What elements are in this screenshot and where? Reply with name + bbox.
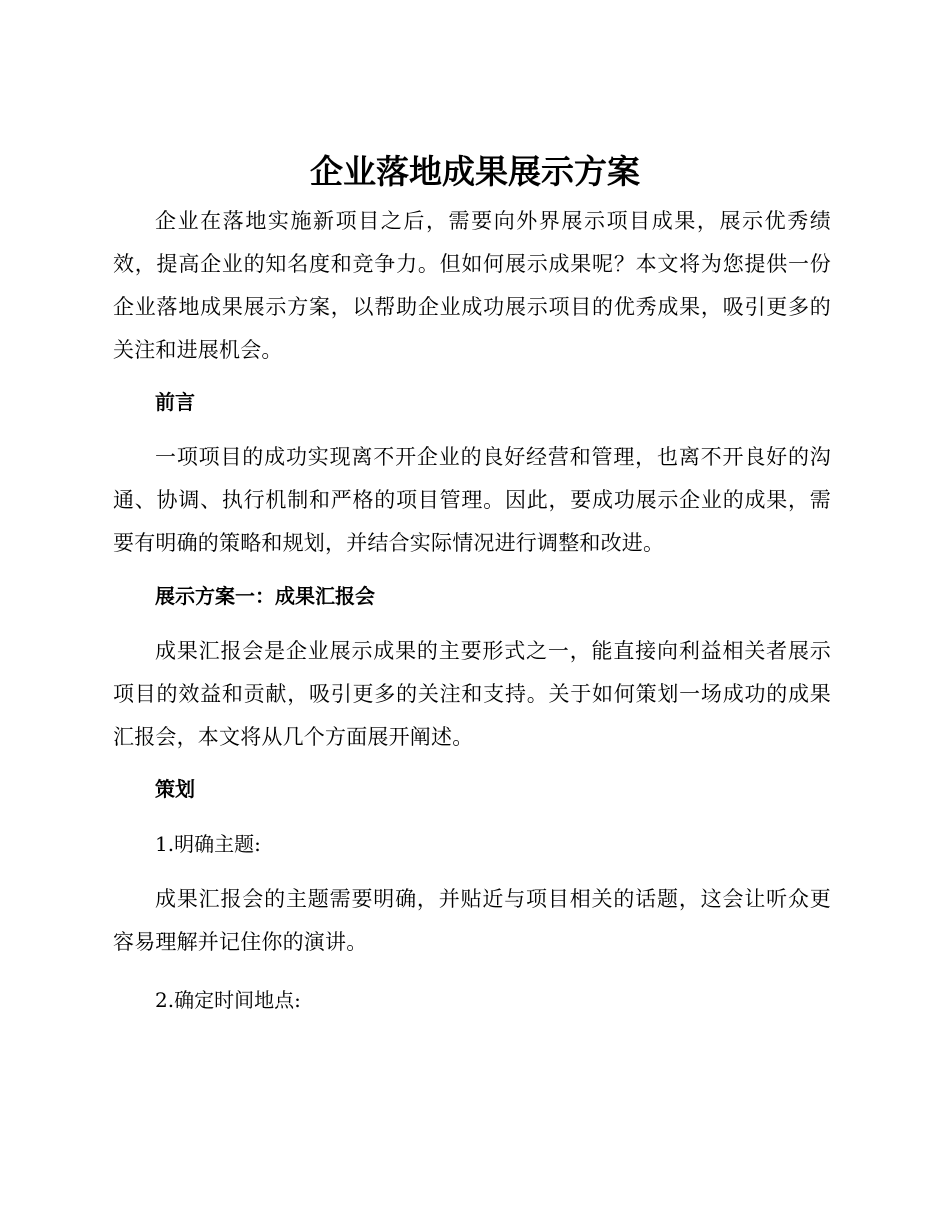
intro-paragraph: 企业在落地实施新项目之后，需要向外界展示项目成果，展示优秀绩效，提高企业的知名度和竞争力。但如何展示成果呢？本文将为您提供一份企业落地成果展示方案，以帮助企业成功展示项目的优秀成果，吸引更多的关注和进展机会。 [113,209,831,362]
list-item-label: 2.确定时间地点: [155,988,301,1012]
section-heading-planning: 策划 [155,777,195,801]
section-heading-plan-one: 展示方案一：成果汇报会 [155,584,375,608]
list-item-paragraph: 成果汇报会的主题需要明确，并贴近与项目相关的话题，这会让听众更容易理解并记住你的演讲。 [113,887,831,954]
preface-paragraph: 一项项目的成功实现离不开企业的良好经营和管理，也离不开良好的沟通、协调、执行机制和严格的项目管理。因此，要成功展示企业的成果，需要有明确的策略和规划，并结合实际情况进行调整和改进。 [113,445,831,555]
plan-one-paragraph: 成果汇报会是企业展示成果的主要形式之一，能直接向利益相关者展示项目的效益和贡献，吸引更多的关注和支持。关于如何策划一场成功的成果汇报会，本文将从几个方面展开阐述。 [113,639,831,749]
list-item-label: 1.明确主题: [155,832,261,856]
document-title: 企业落地成果展示方案 [310,152,640,191]
section-heading-preface: 前言 [155,390,195,414]
